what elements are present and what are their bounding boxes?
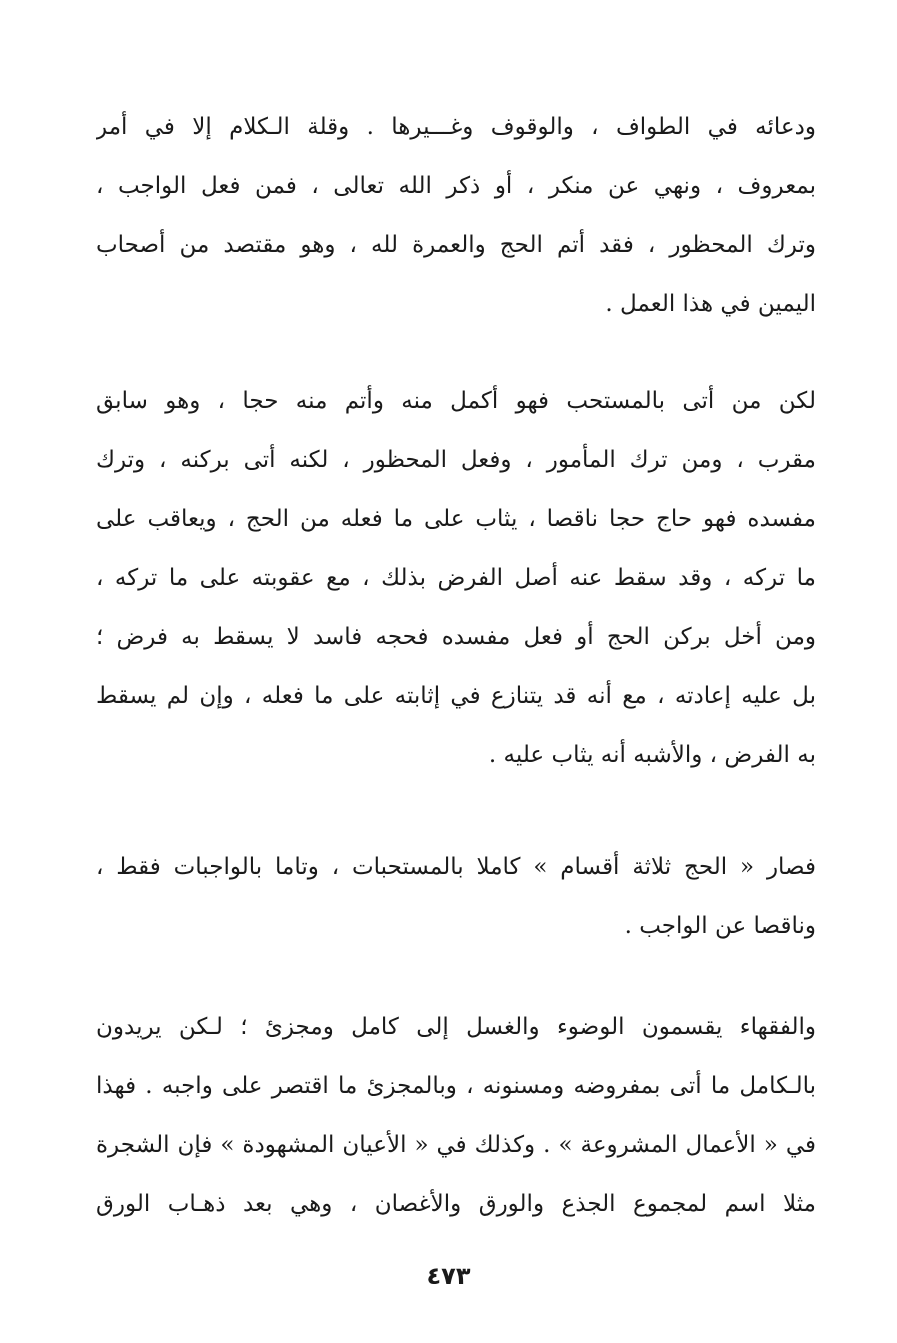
- paragraph-3: [96, 838, 816, 956]
- text-line: ما تركه ، وقد سقط عنه أصل الفرض بذلك ، مع عقوبته على ما تركه ،: [96, 565, 816, 591]
- text-line: لكن من أتى بالمستحب فهو أكمل منه وأتم منه حجا ، وهو سابق: [96, 388, 816, 414]
- text-line: وترك المحظور ، فقد أتم الحج والعمرة لله ، وهو مقتصد من أصحاب: [96, 232, 816, 258]
- text-line: به الفرض ، والأشبه أنه يثاب عليه .: [488, 742, 816, 768]
- text-line: والفقهاء يقسمون الوضوء والغسل إلى كامل ومجزئ ؛ لـكن يريدون: [96, 1014, 816, 1040]
- text-line: بل عليه إعادته ، مع أنه قد يتنازع في إثابته على ما فعله ، وإن لم يسقط: [96, 683, 816, 709]
- text-line: ودعائه في الطواف ، والوقوف وغـــيرها . وقلة الـكلام إلا في أمر: [96, 114, 816, 140]
- text-line: اليمين في هذا العمل .: [605, 291, 816, 317]
- text-line: بمعروف ، ونهي عن منكر ، أو ذكر الله تعالى ، فمن فعل الواجب ،: [96, 173, 816, 199]
- paragraph-4: [96, 998, 816, 1234]
- text-line: بالـكامل ما أتى بمفروضه ومسنونه ، وبالمجزئ ما اقتصر على واجبه . فهذا: [96, 1073, 816, 1099]
- text-line: مفسده فهو حاج حجا ناقصا ، يثاب على ما فعله من الحج ، ويعاقب على: [96, 506, 816, 532]
- page-number: ٤٧٣: [426, 1262, 471, 1290]
- text-line: مقرب ، ومن ترك المأمور ، وفعل المحظور ، لكنه أتى بركنه ، وترك: [96, 447, 816, 473]
- text-line: مثلا اسم لمجموع الجذع والورق والأغصان ، وهي بعد ذهـاب الورق: [96, 1191, 816, 1217]
- text-line: ومن أخل بركن الحج أو فعل مفسده فحجه فاسد لا يسقط به فرض ؛: [96, 624, 816, 650]
- text-line: في « الأعمال المشروعة » . وكذلك في « الأعيان المشهودة » فإن الشجرة: [96, 1132, 816, 1158]
- text-line: فصار « الحج ثلاثة أقسام » كاملا بالمستحبات ، وتاما بالواجبات فقط ،: [96, 854, 816, 880]
- paragraph-1: [96, 98, 816, 334]
- paragraph-2: [96, 372, 816, 785]
- text-line: وناقصا عن الواجب .: [624, 913, 816, 939]
